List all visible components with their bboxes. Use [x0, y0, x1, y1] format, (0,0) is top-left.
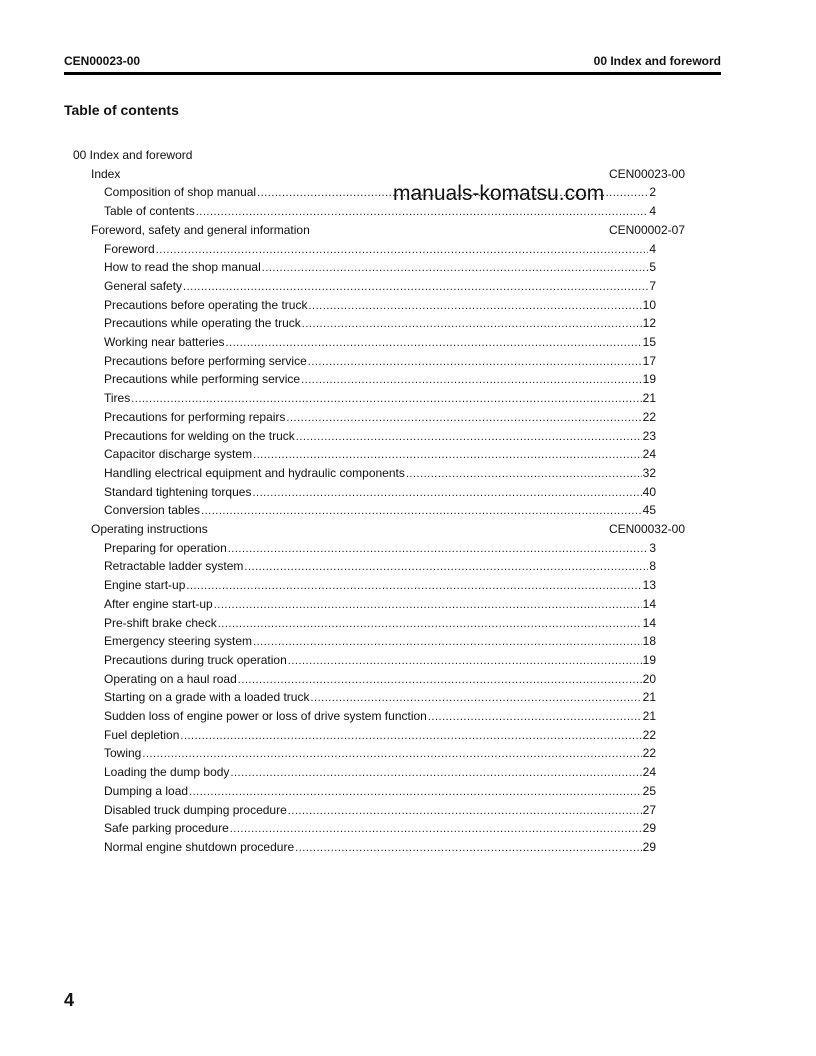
dot-leader: [308, 356, 642, 368]
toc-page-number: 13: [642, 578, 656, 593]
toc-page-number: 14: [642, 615, 656, 630]
toc-label: Index: [91, 166, 121, 181]
toc-label: Precautions for performing repairs: [104, 409, 286, 424]
dot-leader: [288, 655, 642, 667]
toc-entry[interactable]: [104, 350, 656, 368]
dot-leader: [288, 805, 642, 817]
toc-entry[interactable]: [104, 612, 656, 630]
toc-label: Precautions during truck operation: [104, 652, 287, 667]
toc-label: Operating instructions: [91, 522, 208, 536]
toc-entry[interactable]: [104, 368, 656, 386]
toc-page-number: 20: [642, 671, 656, 686]
toc-label: Emergency steering system: [104, 634, 253, 649]
toc-label: Capacitor discharge system: [104, 447, 253, 462]
toc-page-number: 21: [642, 690, 656, 705]
toc-label: How to read the shop manual: [104, 260, 261, 275]
dot-leader: [156, 244, 649, 256]
toc-label: Engine start-up: [104, 578, 186, 593]
dot-leader: [301, 374, 642, 386]
dot-leader: [228, 543, 649, 555]
toc-label: Table of contents: [104, 204, 195, 219]
toc-page-number: 32: [642, 465, 656, 480]
toc-page-number: 10: [642, 297, 656, 312]
dot-leader: [262, 262, 649, 274]
toc-doc-code: CEN00023-00: [608, 166, 685, 181]
dot-leader: [296, 431, 642, 443]
toc-entry[interactable]: [104, 312, 656, 330]
toc-label: Retractable ladder system: [104, 559, 244, 574]
toc-doc-code: CEN00032-00: [608, 522, 685, 536]
toc-entry[interactable]: [104, 537, 656, 555]
toc-label: Precautions while performing service: [104, 372, 301, 387]
toc-page-number: 27: [642, 802, 656, 817]
toc-page-number: 22: [642, 727, 656, 742]
toc-page-number: 18: [642, 634, 656, 649]
dot-leader: [142, 748, 641, 760]
toc-entry[interactable]: [104, 387, 656, 405]
toc-entry[interactable]: [104, 686, 656, 704]
toc-page-number: 17: [642, 353, 656, 368]
toc-page-number: 24: [642, 765, 656, 780]
toc-page-number: 2: [649, 185, 656, 200]
header-rule: [64, 72, 721, 75]
page-title: Table of contents: [64, 102, 179, 118]
toc-section[interactable]: [91, 163, 685, 181]
toc-label: General safety: [104, 278, 183, 293]
toc-entry[interactable]: [104, 724, 656, 742]
toc-page-number: 14: [642, 596, 656, 611]
dot-leader: [308, 300, 641, 312]
toc-entry[interactable]: [104, 630, 656, 648]
dot-leader: [201, 505, 642, 517]
toc-page-number: 15: [642, 335, 656, 349]
dot-leader: [226, 337, 642, 349]
toc-label: Foreword, safety and general information: [91, 222, 310, 237]
toc-label: Foreword: [104, 241, 155, 256]
toc-section[interactable]: [91, 518, 685, 536]
dot-leader: [180, 730, 641, 742]
toc-entry[interactable]: [104, 593, 656, 611]
toc-page-number: 21: [642, 709, 656, 723]
toc-label: Disabled truck dumping procedure: [104, 802, 287, 817]
page-number: 4: [64, 990, 75, 1010]
toc-entry[interactable]: [104, 425, 656, 443]
dot-leader: [230, 767, 641, 779]
dot-leader: [253, 636, 642, 648]
toc-page-number: 23: [642, 428, 656, 443]
toc-entry[interactable]: [104, 668, 656, 686]
toc-entry[interactable]: [104, 780, 656, 798]
dot-leader: [218, 618, 642, 630]
dot-leader: [428, 711, 642, 723]
toc-entry[interactable]: [104, 443, 656, 461]
toc-entry[interactable]: [104, 742, 656, 760]
toc-label: Handling electrical equipment and hydraulic components: [104, 465, 405, 480]
toc-label: Precautions before operating the truck: [104, 297, 308, 312]
dot-leader: [186, 580, 641, 592]
toc-page-number: 22: [642, 746, 656, 761]
toc-entry[interactable]: [104, 705, 656, 723]
dot-leader: [295, 842, 642, 854]
toc-label: Precautions before performing service: [104, 353, 307, 368]
toc-page-number: 22: [642, 409, 656, 424]
toc-label: Starting on a grade with a loaded truck: [104, 690, 310, 705]
dot-leader: [253, 449, 642, 461]
toc-page-number: 5: [649, 260, 656, 275]
dot-leader: [214, 599, 642, 611]
toc-page-number: 19: [642, 652, 656, 667]
dot-leader: [244, 561, 648, 573]
toc-entry[interactable]: [104, 761, 656, 779]
dot-leader: [238, 674, 642, 686]
toc-doc-code: CEN00002-07: [608, 222, 685, 237]
toc-entry[interactable]: [104, 481, 656, 499]
toc-page-number: 7: [649, 278, 656, 293]
toc-label: Sudden loss of engine power or loss of drive system function: [104, 709, 427, 723]
toc-page-number: 24: [642, 447, 656, 462]
toc-entry[interactable]: [104, 294, 656, 312]
toc-entry[interactable]: [104, 238, 656, 256]
toc-entry[interactable]: [104, 836, 656, 854]
toc-label: Towing: [104, 746, 142, 761]
toc-label: 00 Index and foreword: [73, 148, 193, 162]
toc-entry[interactable]: [104, 574, 656, 592]
toc-page-number: 29: [642, 821, 656, 836]
dot-leader: [196, 206, 649, 218]
toc-section[interactable]: [73, 144, 685, 162]
dot-leader: [286, 412, 641, 424]
dot-leader: [252, 487, 641, 499]
toc-label: Tires: [104, 391, 131, 406]
toc-page-number: 8: [649, 559, 656, 574]
toc-label: After engine start-up: [104, 596, 213, 611]
toc-page-number: 25: [642, 783, 656, 798]
toc-label: Standard tightening torques: [104, 484, 252, 499]
toc-label: Composition of shop manual: [104, 185, 257, 200]
toc-page-number: 45: [642, 503, 656, 518]
toc-entry[interactable]: [104, 406, 656, 424]
toc-page-number: 3: [649, 540, 656, 555]
toc-label: Normal engine shutdown procedure: [104, 839, 295, 854]
toc-entry[interactable]: [104, 649, 656, 667]
toc-entry[interactable]: [104, 462, 656, 480]
toc-entry[interactable]: [104, 555, 656, 573]
toc-section[interactable]: [91, 219, 685, 237]
toc-page-number: 40: [642, 484, 656, 499]
toc-label: Pre-shift brake check: [104, 615, 217, 630]
header-doc-code: CEN00023-00: [64, 54, 141, 68]
dot-leader: [230, 823, 642, 835]
watermark: manuals-komatsu.com: [393, 182, 605, 205]
toc-label: Dumping a load: [104, 783, 189, 798]
toc-label: Precautions for welding on the truck: [104, 428, 295, 443]
dot-leader: [406, 468, 642, 480]
toc-label: Loading the dump body: [104, 765, 230, 780]
toc-entry[interactable]: [104, 331, 656, 349]
toc-entry[interactable]: [104, 256, 656, 274]
header-section-title: 00 Index and foreword: [593, 54, 721, 68]
toc-label: Working near batteries: [104, 335, 225, 349]
toc-entry[interactable]: [104, 799, 656, 817]
toc-label: Fuel depletion: [104, 727, 180, 742]
toc-label: Operating on a haul road: [104, 671, 237, 686]
toc-entry[interactable]: [104, 817, 656, 835]
dot-leader: [189, 786, 642, 798]
toc-page-number: 21: [642, 391, 656, 406]
toc-label: Preparing for operation: [104, 540, 227, 555]
toc-page-number: 12: [642, 316, 656, 331]
dot-leader: [131, 393, 641, 405]
toc-entry[interactable]: [104, 499, 656, 517]
toc-page-number: 4: [649, 204, 656, 219]
toc-label: Precautions while operating the truck: [104, 316, 301, 331]
toc-entry[interactable]: [104, 275, 656, 293]
toc-label: Conversion tables: [104, 503, 201, 518]
toc-page-number: 19: [642, 372, 656, 387]
dot-leader: [302, 318, 642, 330]
toc-label: Safe parking procedure: [104, 821, 229, 836]
toc-page-number: 4: [649, 241, 656, 256]
dot-leader: [183, 281, 648, 293]
dot-leader: [310, 692, 641, 704]
toc-page-number: 29: [642, 839, 656, 854]
